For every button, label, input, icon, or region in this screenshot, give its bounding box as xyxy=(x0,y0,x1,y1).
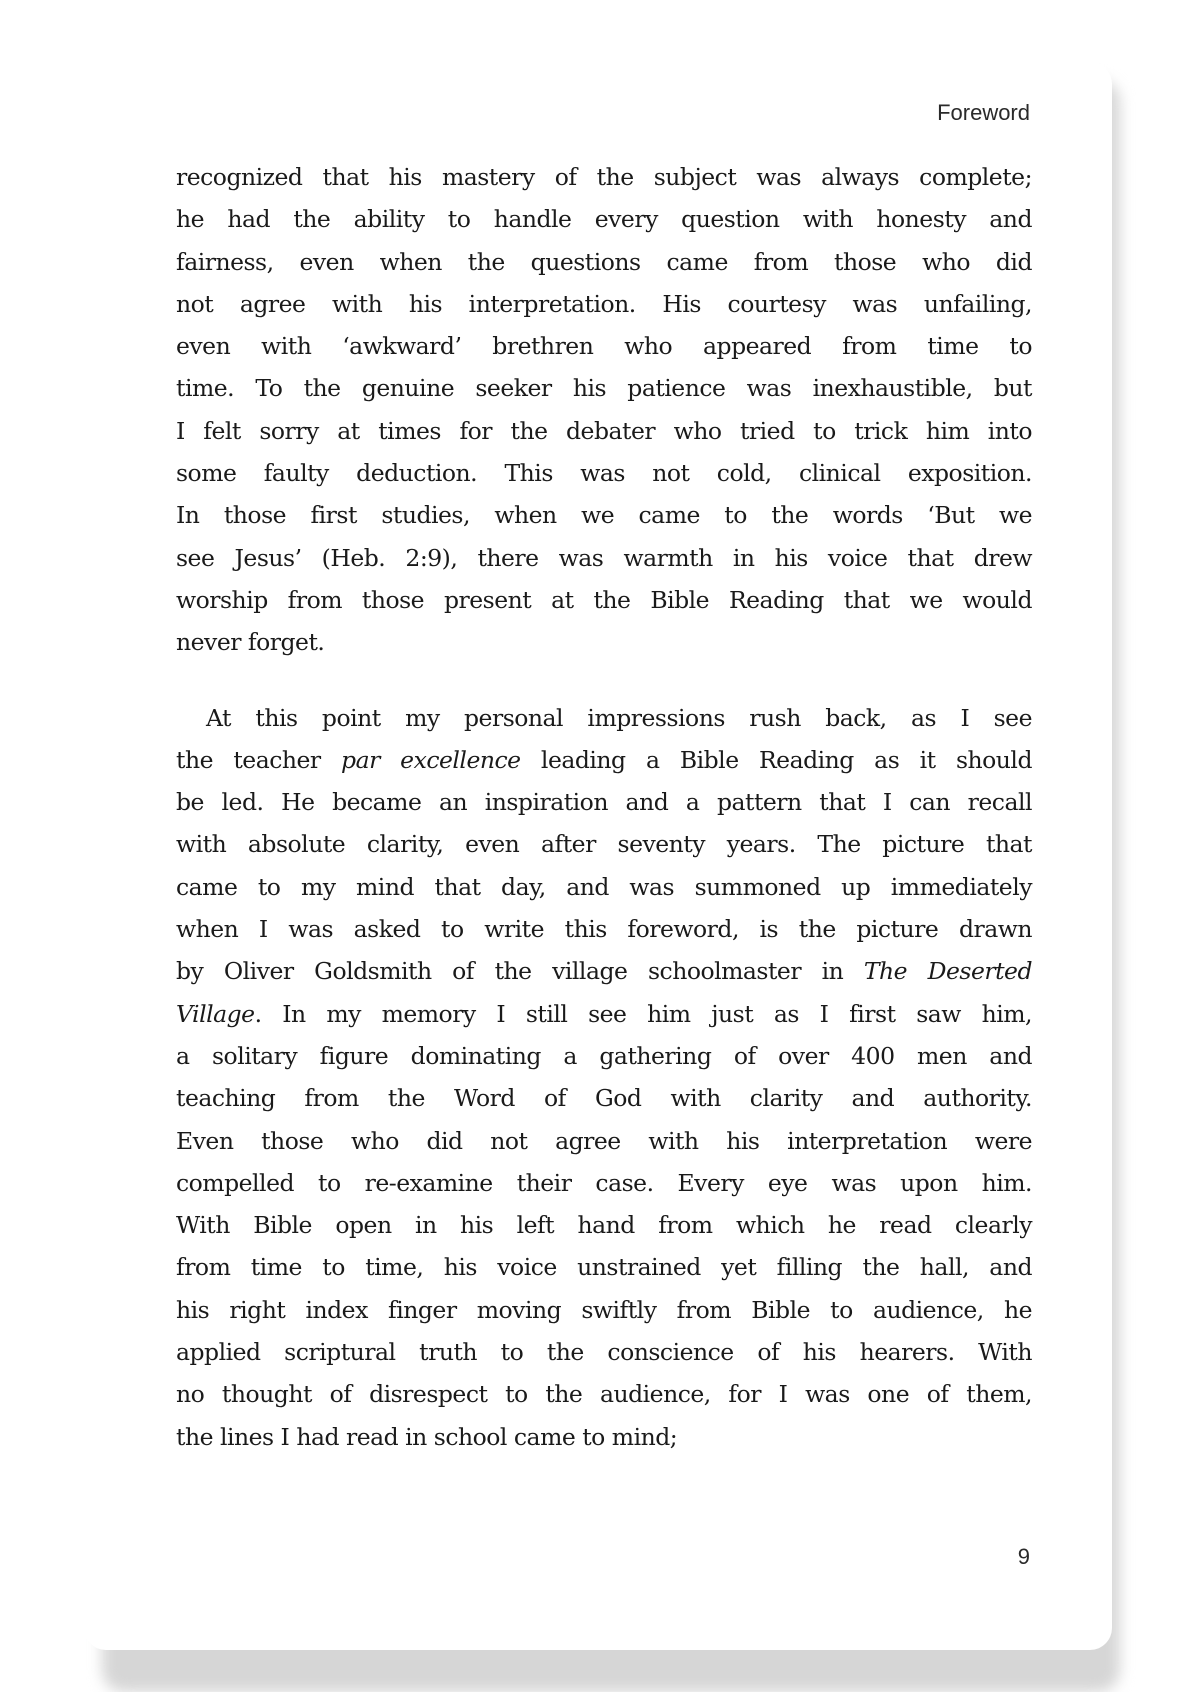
text-run: . In my memory I still see him just as I first saw him, xyxy=(254,999,1032,1028)
text-line xyxy=(176,950,1032,992)
text-line: time. To the genuine seeker his patience was inexhaustible, but xyxy=(176,374,1032,403)
text-line: With Bible open in his left hand from which he read clearly xyxy=(176,1211,1032,1240)
text-line: came to my mind that day, and was summoned up immediately xyxy=(176,872,1032,901)
text-line: worship from those present at the Bible Reading that we would xyxy=(176,585,1032,614)
text-line: his right index finger moving swiftly from Bible to audience, he xyxy=(176,1295,1032,1324)
text-line: no thought of disrespect to the audience, for I was one of them, xyxy=(176,1380,1032,1409)
body-text xyxy=(176,156,1032,1458)
text-line: At this point my personal impressions rush back, as I see xyxy=(206,703,1032,732)
text-line: from time to time, his voice unstrained yet filling the hall, and xyxy=(176,1253,1032,1282)
text-run: the teacher xyxy=(176,745,342,774)
text-line: never forget. xyxy=(176,628,325,657)
page-number: 9 xyxy=(1017,1544,1030,1569)
text-line: he had the ability to handle every question with honesty and xyxy=(176,205,1032,234)
paragraph-1 xyxy=(176,156,1032,664)
text-line: a solitary figure dominating a gathering of over 400 men and xyxy=(176,1041,1032,1070)
text-line: compelled to re-examine their case. Every eye was upon him. xyxy=(176,1168,1032,1197)
italic-book-title: Village xyxy=(176,999,255,1028)
text-line: with absolute clarity, even after seventy years. The picture that xyxy=(176,830,1032,859)
italic-phrase: par excellence xyxy=(341,745,521,774)
text-line: applied scriptural truth to the conscience of his hearers. With xyxy=(176,1338,1032,1367)
text-line: teaching from the Word of God with clarity and authority. xyxy=(176,1084,1032,1113)
text-line: when I was asked to write this foreword, is the picture drawn xyxy=(176,915,1032,944)
running-head: Foreword xyxy=(937,100,1030,125)
text-line: Even those who did not agree with his interpretation were xyxy=(176,1126,1032,1155)
text-line: recognized that his mastery of the subject was always complete; xyxy=(176,163,1032,191)
paragraph-2 xyxy=(176,697,1032,1458)
text-line: some faulty deduction. This was not cold, clinical exposition. xyxy=(176,459,1032,488)
text-line: see Jesus’ (Heb. 2:9), there was warmth in his voice that drew xyxy=(176,543,1032,572)
book-page xyxy=(84,62,1112,1650)
italic-book-title: The Deserted xyxy=(863,957,1033,986)
text-line: In those first studies, when we came to the words ‘But we xyxy=(176,501,1032,530)
text-line: be led. He became an inspiration and a pattern that I can recall xyxy=(176,788,1032,817)
text-run: leading a Bible Reading as it should xyxy=(520,745,1032,774)
text-line: even with ‘awkward’ brethren who appeared from time to xyxy=(176,332,1032,361)
text-line xyxy=(176,993,1032,1035)
text-run: by Oliver Goldsmith of the village schoolmaster in xyxy=(176,957,864,986)
text-line xyxy=(176,739,1032,781)
text-line: the lines I had read in school came to mind; xyxy=(176,1422,678,1451)
text-line: not agree with his interpretation. His courtesy was unfailing, xyxy=(176,289,1032,318)
text-line: fairness, even when the questions came from those who did xyxy=(176,247,1032,276)
text-line: I felt sorry at times for the debater who tried to trick him into xyxy=(176,416,1032,445)
